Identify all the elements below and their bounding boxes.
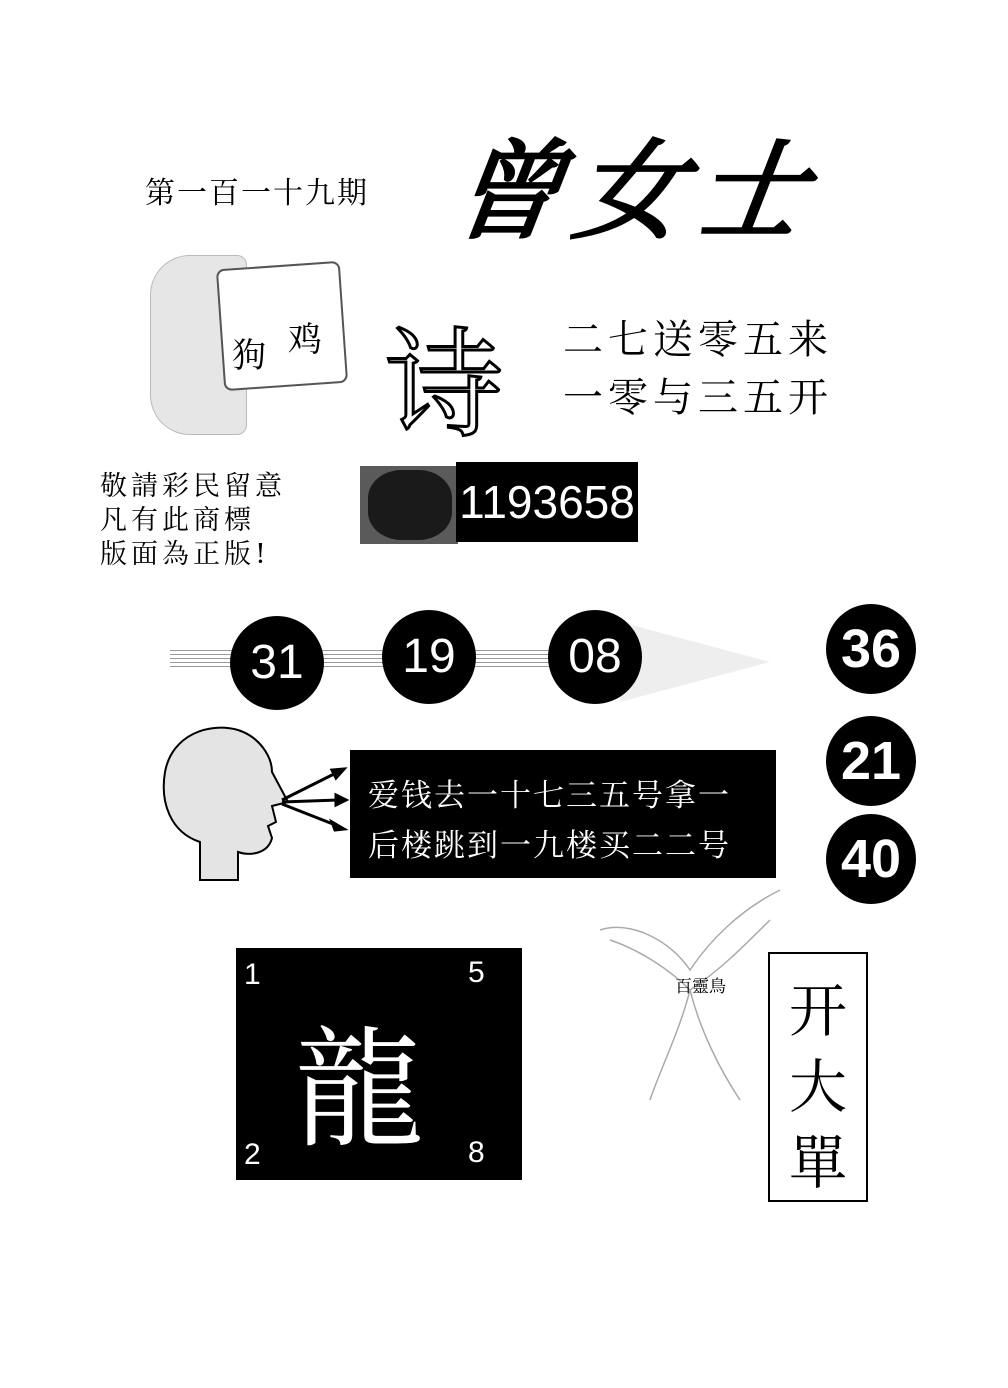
speaking-head-icon	[160, 722, 290, 882]
page-title: 曾女士	[444, 129, 829, 255]
zodiac-rooster: 鸡	[288, 320, 322, 360]
notice-line-1: 敬請彩民留意	[100, 471, 286, 502]
result-ball-3: 40	[826, 814, 916, 904]
single-char-2: 大	[788, 1053, 847, 1121]
result-ball-1: 36	[826, 604, 916, 694]
poem-line-2: 一零与三五开	[563, 375, 833, 421]
corner-number-top-left: 1	[244, 958, 261, 991]
notice-line-3: 版面為正版!	[100, 539, 270, 570]
corner-number-top-right: 5	[468, 956, 485, 989]
notice-line-2: 凡有此商標	[100, 505, 255, 536]
arrow-head-icon	[620, 622, 770, 702]
number-ball-1: 31	[230, 616, 324, 710]
single-char-1: 开	[788, 977, 847, 1045]
trademark-swirl-icon	[368, 470, 452, 540]
speech-box	[350, 750, 776, 878]
phone-number: 1193658	[456, 462, 638, 542]
issue-number: 第一百一十九期	[145, 176, 369, 211]
dragon-box	[236, 948, 522, 1180]
result-ball-2: 21	[826, 716, 916, 806]
number-ball-3: 08	[548, 610, 642, 704]
dragon-character: 龍	[294, 1014, 425, 1166]
corner-number-bottom-left: 2	[244, 1138, 261, 1171]
speech-line-2: 后楼跳到一九楼买二二号	[368, 828, 731, 864]
corner-number-bottom-right: 8	[468, 1136, 485, 1169]
speech-arrows-icon	[280, 760, 350, 840]
single-char-3: 單	[788, 1129, 847, 1197]
poem-line-1: 二七送零五来	[563, 317, 833, 363]
poem-heading: 诗	[385, 316, 504, 454]
bird-label: 百靈鳥	[675, 977, 726, 997]
speech-line-1: 爱钱去一十七三五号拿一	[368, 778, 731, 814]
number-ball-2: 19	[382, 610, 476, 704]
zodiac-dog: 狗	[232, 336, 266, 376]
single-box	[768, 952, 868, 1202]
